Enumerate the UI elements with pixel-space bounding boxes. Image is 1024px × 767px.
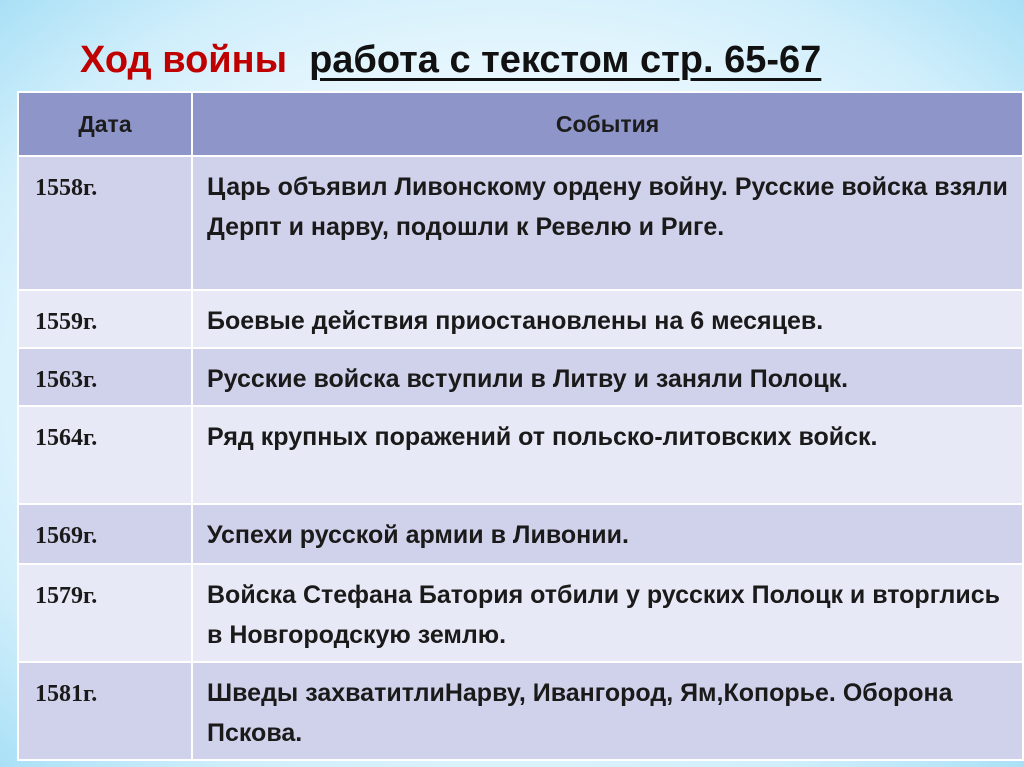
row-event: Успехи русской армии в Ливонии. bbox=[192, 504, 1023, 564]
table-row bbox=[18, 504, 1023, 564]
row-date: 1563г. bbox=[18, 348, 192, 406]
events-table bbox=[17, 91, 1024, 761]
table-row bbox=[18, 662, 1023, 760]
row-event: Боевые действия приостановлены на 6 месяцев. bbox=[192, 290, 1023, 348]
table-row bbox=[18, 564, 1023, 662]
table-row bbox=[18, 156, 1023, 290]
header-date: Дата bbox=[18, 92, 192, 156]
table-row bbox=[18, 348, 1023, 406]
row-event: Шведы захватитлиНарву, Ивангород, Ям,Копорье. Оборона Пскова. bbox=[192, 662, 1023, 760]
title-main: Ход войны bbox=[80, 39, 288, 81]
slide-title bbox=[80, 30, 821, 90]
row-date: 1569г. bbox=[18, 504, 192, 564]
row-date: 1559г. bbox=[18, 290, 192, 348]
table-header-row bbox=[18, 92, 1023, 156]
row-date: 1558г. bbox=[18, 156, 192, 290]
header-events: События bbox=[192, 92, 1023, 156]
row-event: Царь объявил Ливонскому ордену войну. Русские войска взяли Дерпт и нарву, подошли к Ревелю и Риге. bbox=[192, 156, 1023, 290]
row-date: 1564г. bbox=[18, 406, 192, 504]
table-row bbox=[18, 406, 1023, 504]
row-event: Ряд крупных поражений от польско-литовских войск. bbox=[192, 406, 1023, 504]
row-event: Войска Стефана Батория отбили у русских Полоцк и вторглись в Новгородскую землю. bbox=[192, 564, 1023, 662]
row-date: 1579г. bbox=[18, 564, 192, 662]
row-event: Русские войска вступили в Литву и заняли Полоцк. bbox=[192, 348, 1023, 406]
title-subtitle: работа с текстом стр. 65-67 bbox=[309, 39, 822, 81]
row-date: 1581г. bbox=[18, 662, 192, 760]
table-row bbox=[18, 290, 1023, 348]
